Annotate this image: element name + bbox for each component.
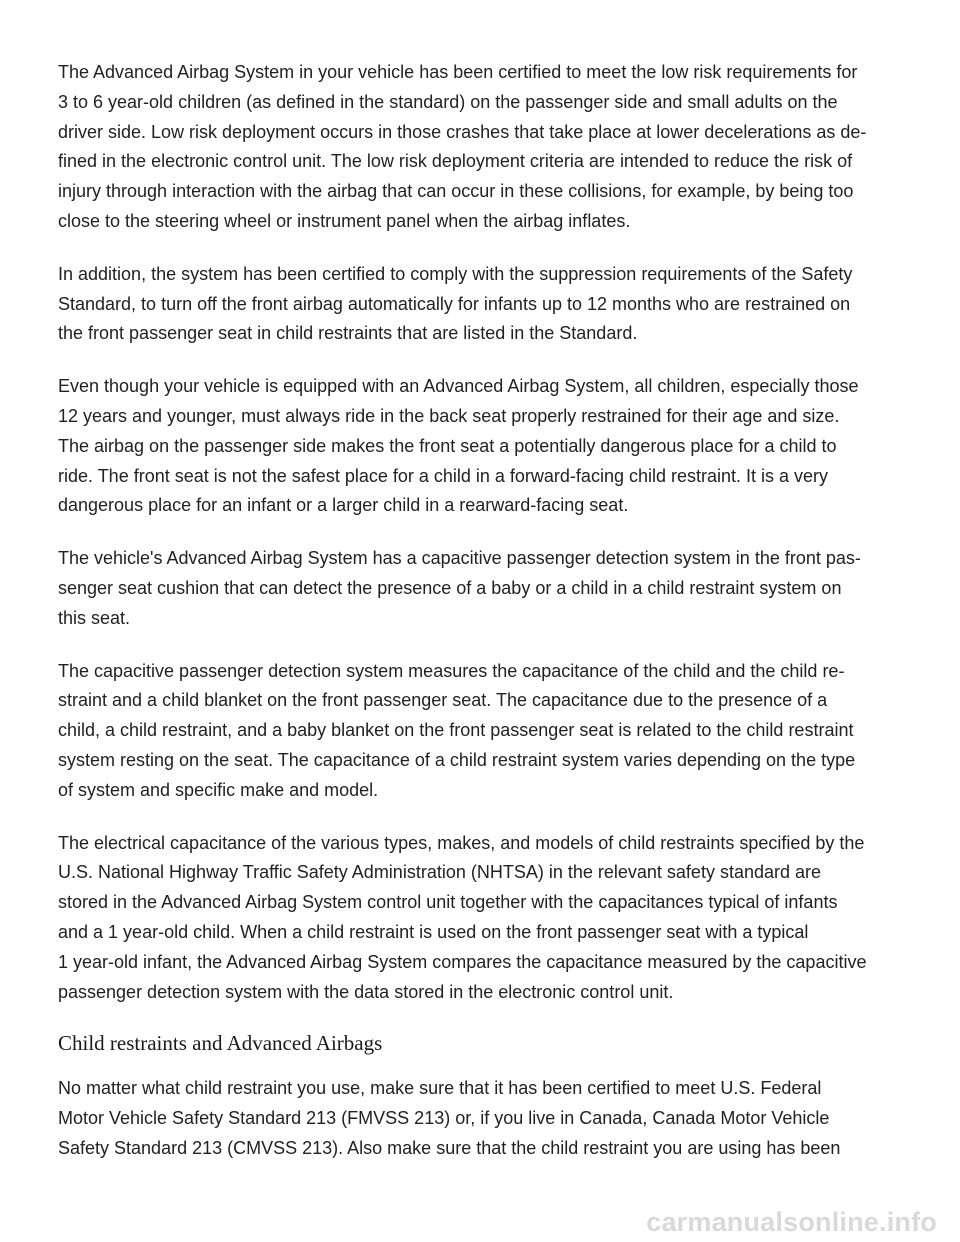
paragraph-suppression-requirements xyxy=(58,260,908,349)
paragraph-capacitance-measurement xyxy=(58,657,908,806)
document-page xyxy=(58,58,908,1164)
watermark: carmanualsonline.info xyxy=(646,1207,937,1237)
text-line: Safety Standard 213 (CMVSS 213). Also make sure that the child restraint you are using has been xyxy=(58,1137,841,1158)
text-line: close to the steering wheel or instrument panel when the airbag inflates. xyxy=(58,210,631,231)
text-line: Even though your vehicle is equipped with an Advanced Airbag System, all children, especially those xyxy=(58,376,859,397)
text-line: Motor Vehicle Safety Standard 213 (FMVSS 213) or, if you live in Canada, Canada Motor Vehicle xyxy=(58,1108,830,1129)
text-line: the front passenger seat in child restraints that are listed in the Standard. xyxy=(58,323,638,344)
text-line: passenger detection system with the data stored in the electronic control unit. xyxy=(58,981,674,1002)
text-line: and a 1 year-old child. When a child restraint is used on the front passenger seat with a typical xyxy=(58,921,809,942)
text-line: In addition, the system has been certified to comply with the suppression requirements of the Safety xyxy=(58,263,853,284)
text-line: stored in the Advanced Airbag System control unit together with the capacitances typical of infants xyxy=(58,892,838,913)
paragraph-low-risk-deployment xyxy=(58,58,908,237)
text-line: The vehicle's Advanced Airbag System has a capacitive passenger detection system in the front pas- xyxy=(58,548,861,569)
text-line: ride. The front seat is not the safest place for a child in a forward-facing child restraint. It is a very xyxy=(58,465,829,486)
text-line: The airbag on the passenger side makes the front seat a potentially dangerous place for a child to xyxy=(58,435,837,456)
text-line: of system and specific make and model. xyxy=(58,779,379,800)
text-line: No matter what child restraint you use, make sure that it has been certified to meet U.S. Federal xyxy=(58,1078,822,1099)
text-line: The Advanced Airbag System in your vehicle has been certified to meet the low risk requirements for xyxy=(58,62,858,82)
text-line: The capacitive passenger detection system measures the capacitance of the child and the child re- xyxy=(58,660,845,681)
text-line: system resting on the seat. The capacitance of a child restraint system varies depending on the type xyxy=(58,749,856,770)
text-line: senger seat cushion that can detect the presence of a baby or a child in a child restraint system on xyxy=(58,577,842,598)
text-line: dangerous place for an infant or a larger child in a rearward-facing seat. xyxy=(58,495,629,516)
text-line: fined in the electronic control unit. The low risk deployment criteria are intended to reduce the risk of xyxy=(58,151,853,172)
text-line: child, a child restraint, and a baby blanket on the front passenger seat is related to the child restraint xyxy=(58,720,854,741)
paragraph-capacitive-detection xyxy=(58,544,908,633)
paragraph-certification xyxy=(58,1074,908,1163)
text-line: 1 year-old infant, the Advanced Airbag System compares the capacitance measured by the capacitive xyxy=(58,951,867,972)
section-heading: Child restraints and Advanced Airbags xyxy=(58,1031,383,1056)
text-line: 3 to 6 year-old children (as defined in the standard) on the passenger side and small adults on the xyxy=(58,91,838,112)
text-line: injury through interaction with the airbag that can occur in these collisions, for example, by being too xyxy=(58,181,854,202)
text-line: straint and a child blanket on the front passenger seat. The capacitance due to the presence of a xyxy=(58,690,828,711)
paragraph-electrical-capacitance xyxy=(58,829,908,1008)
text-line: 12 years and younger, must always ride in the back seat properly restrained for their age and size. xyxy=(58,405,840,426)
text-line: this seat. xyxy=(58,607,131,628)
text-line: driver side. Low risk deployment occurs in those crashes that take place at lower decelerations as de- xyxy=(58,121,867,142)
text-line: U.S. National Highway Traffic Safety Administration (NHTSA) in the relevant safety standard are xyxy=(58,862,822,883)
text-line: Standard, to turn off the front airbag automatically for infants up to 12 months who are restrained on xyxy=(58,293,851,314)
text-line: The electrical capacitance of the various types, makes, and models of child restraints specified by the xyxy=(58,832,865,853)
paragraph-children-back-seat xyxy=(58,372,908,521)
